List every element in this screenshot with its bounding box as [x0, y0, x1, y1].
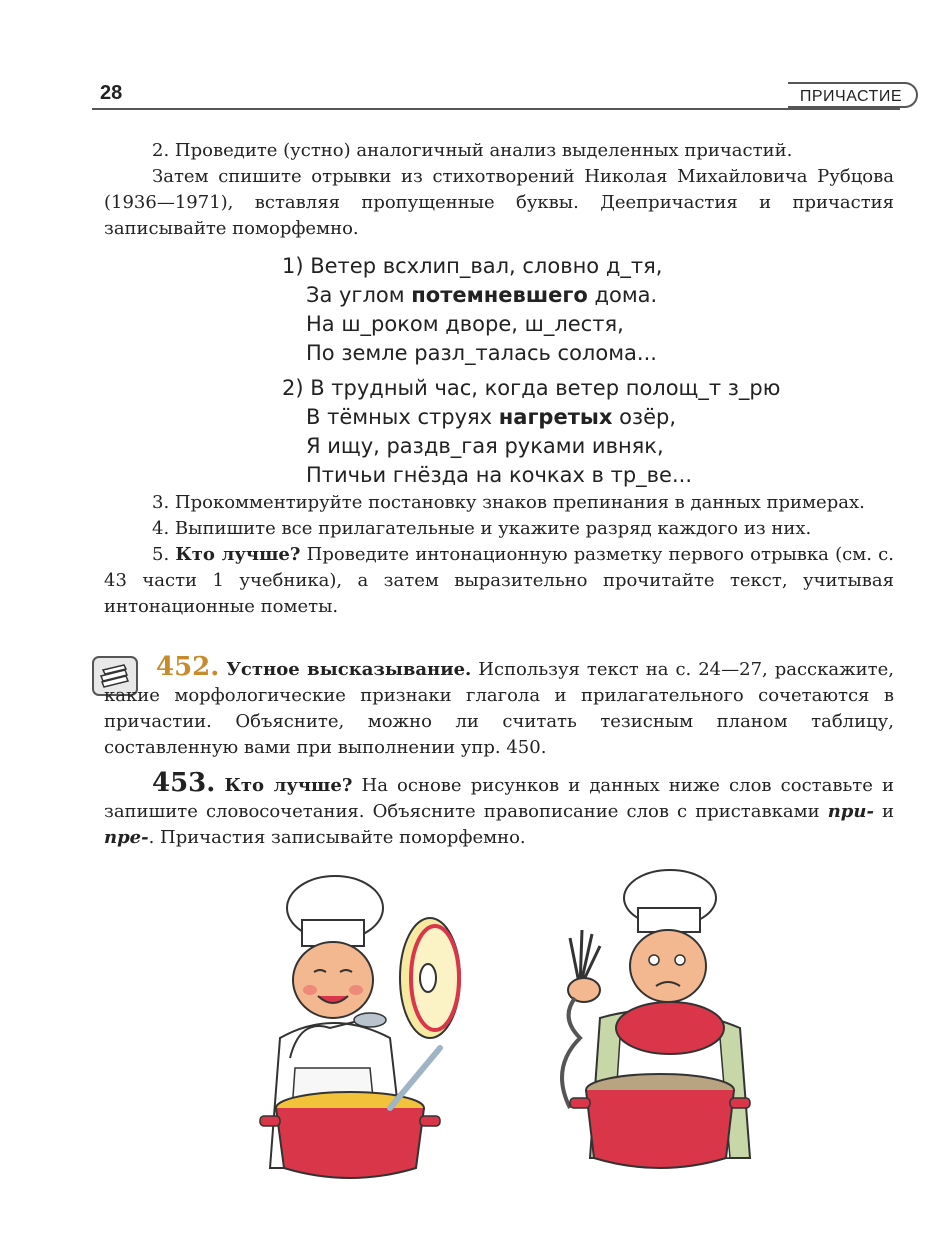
worried-cook-illustration — [540, 868, 780, 1188]
exercise-title: Устное высказывание. — [226, 659, 472, 680]
task-3: 3. Прокомментируйте постановку знаков препинания в данных примерах. — [152, 492, 865, 513]
task-4: 4. Выпишите все прилагательные и укажите разряд каждого из них. — [152, 518, 812, 539]
exercise-number: 452. — [156, 652, 220, 682]
poem-excerpt-2 — [282, 374, 842, 490]
exercise-453: 453. Кто лучше? На основе рисунков и данных ниже слов составьте и запишите словосочетания. Объясните правописание слов с приставками при- и пре-. Причастия записывайте поморфемно. — [104, 768, 894, 848]
highlighted-participle: потемневшего — [411, 283, 588, 307]
exercise-452: 452. Устное высказывание. Используя текст на с. 24—27, расскажите, какие морфологические признаки глагола и прилагательного сочетаются в причастии. Объясните, можно ли считать тезисным планом таблицу, составленную вами при выполнении упр. 450. — [104, 652, 894, 758]
highlighted-participle: нагретых — [498, 405, 613, 429]
task-2: 2. Проведите (устно) аналогичный анализ выделенных причастий. — [152, 140, 793, 161]
task-5-title: Кто лучше? — [175, 544, 301, 565]
page-header — [92, 82, 918, 112]
poem-line: По земле разл_талась солома... — [306, 341, 657, 365]
poem-line: В тёмных струях нагретых озёр, — [306, 405, 677, 429]
poem-line: Я ищу, раздв_гая руками ивняк, — [306, 434, 664, 458]
prefix-pre: пре- — [104, 827, 149, 848]
task-2-instructions: Затем спишите отрывки из стихотворений Николая Михайловича Рубцова (1936—1971), вставляя пропущенные буквы. Деепричастия и причастия записывайте поморфемно. — [104, 166, 894, 239]
header-rule — [92, 108, 900, 110]
prefix-pri: при- — [827, 801, 874, 822]
exercise-number: 453. — [152, 768, 216, 798]
poem-excerpt-1 — [282, 252, 842, 368]
task-5: 5. Кто лучше? Проведите интонационную разметку первого отрывка (см. с. 43 части 1 учебника), а затем выразительно прочитайте текст, учитывая интонационные пометы. — [104, 544, 894, 617]
poem-line: На ш_роком дворе, ш_лестя, — [306, 312, 624, 336]
poem-line: За углом потемневшего дома. — [306, 283, 658, 307]
poem-line: 1) Ветер всхлип_вал, словно д_тя, — [282, 254, 663, 278]
page-number: 28 — [100, 82, 123, 104]
section-title: ПРИЧАСТИЕ — [799, 88, 902, 105]
poem-line: 2) В трудный час, когда ветер полощ_т з_рю — [282, 376, 781, 400]
happy-cook-illustration — [240, 868, 480, 1188]
poem-excerpts — [282, 252, 842, 496]
exercise-title: Кто лучше? — [224, 775, 353, 796]
intro-block — [104, 138, 894, 242]
poem-line: Птичьи гнёзда на кочках в тр_ве... — [306, 463, 692, 487]
tasks-block — [104, 490, 894, 620]
